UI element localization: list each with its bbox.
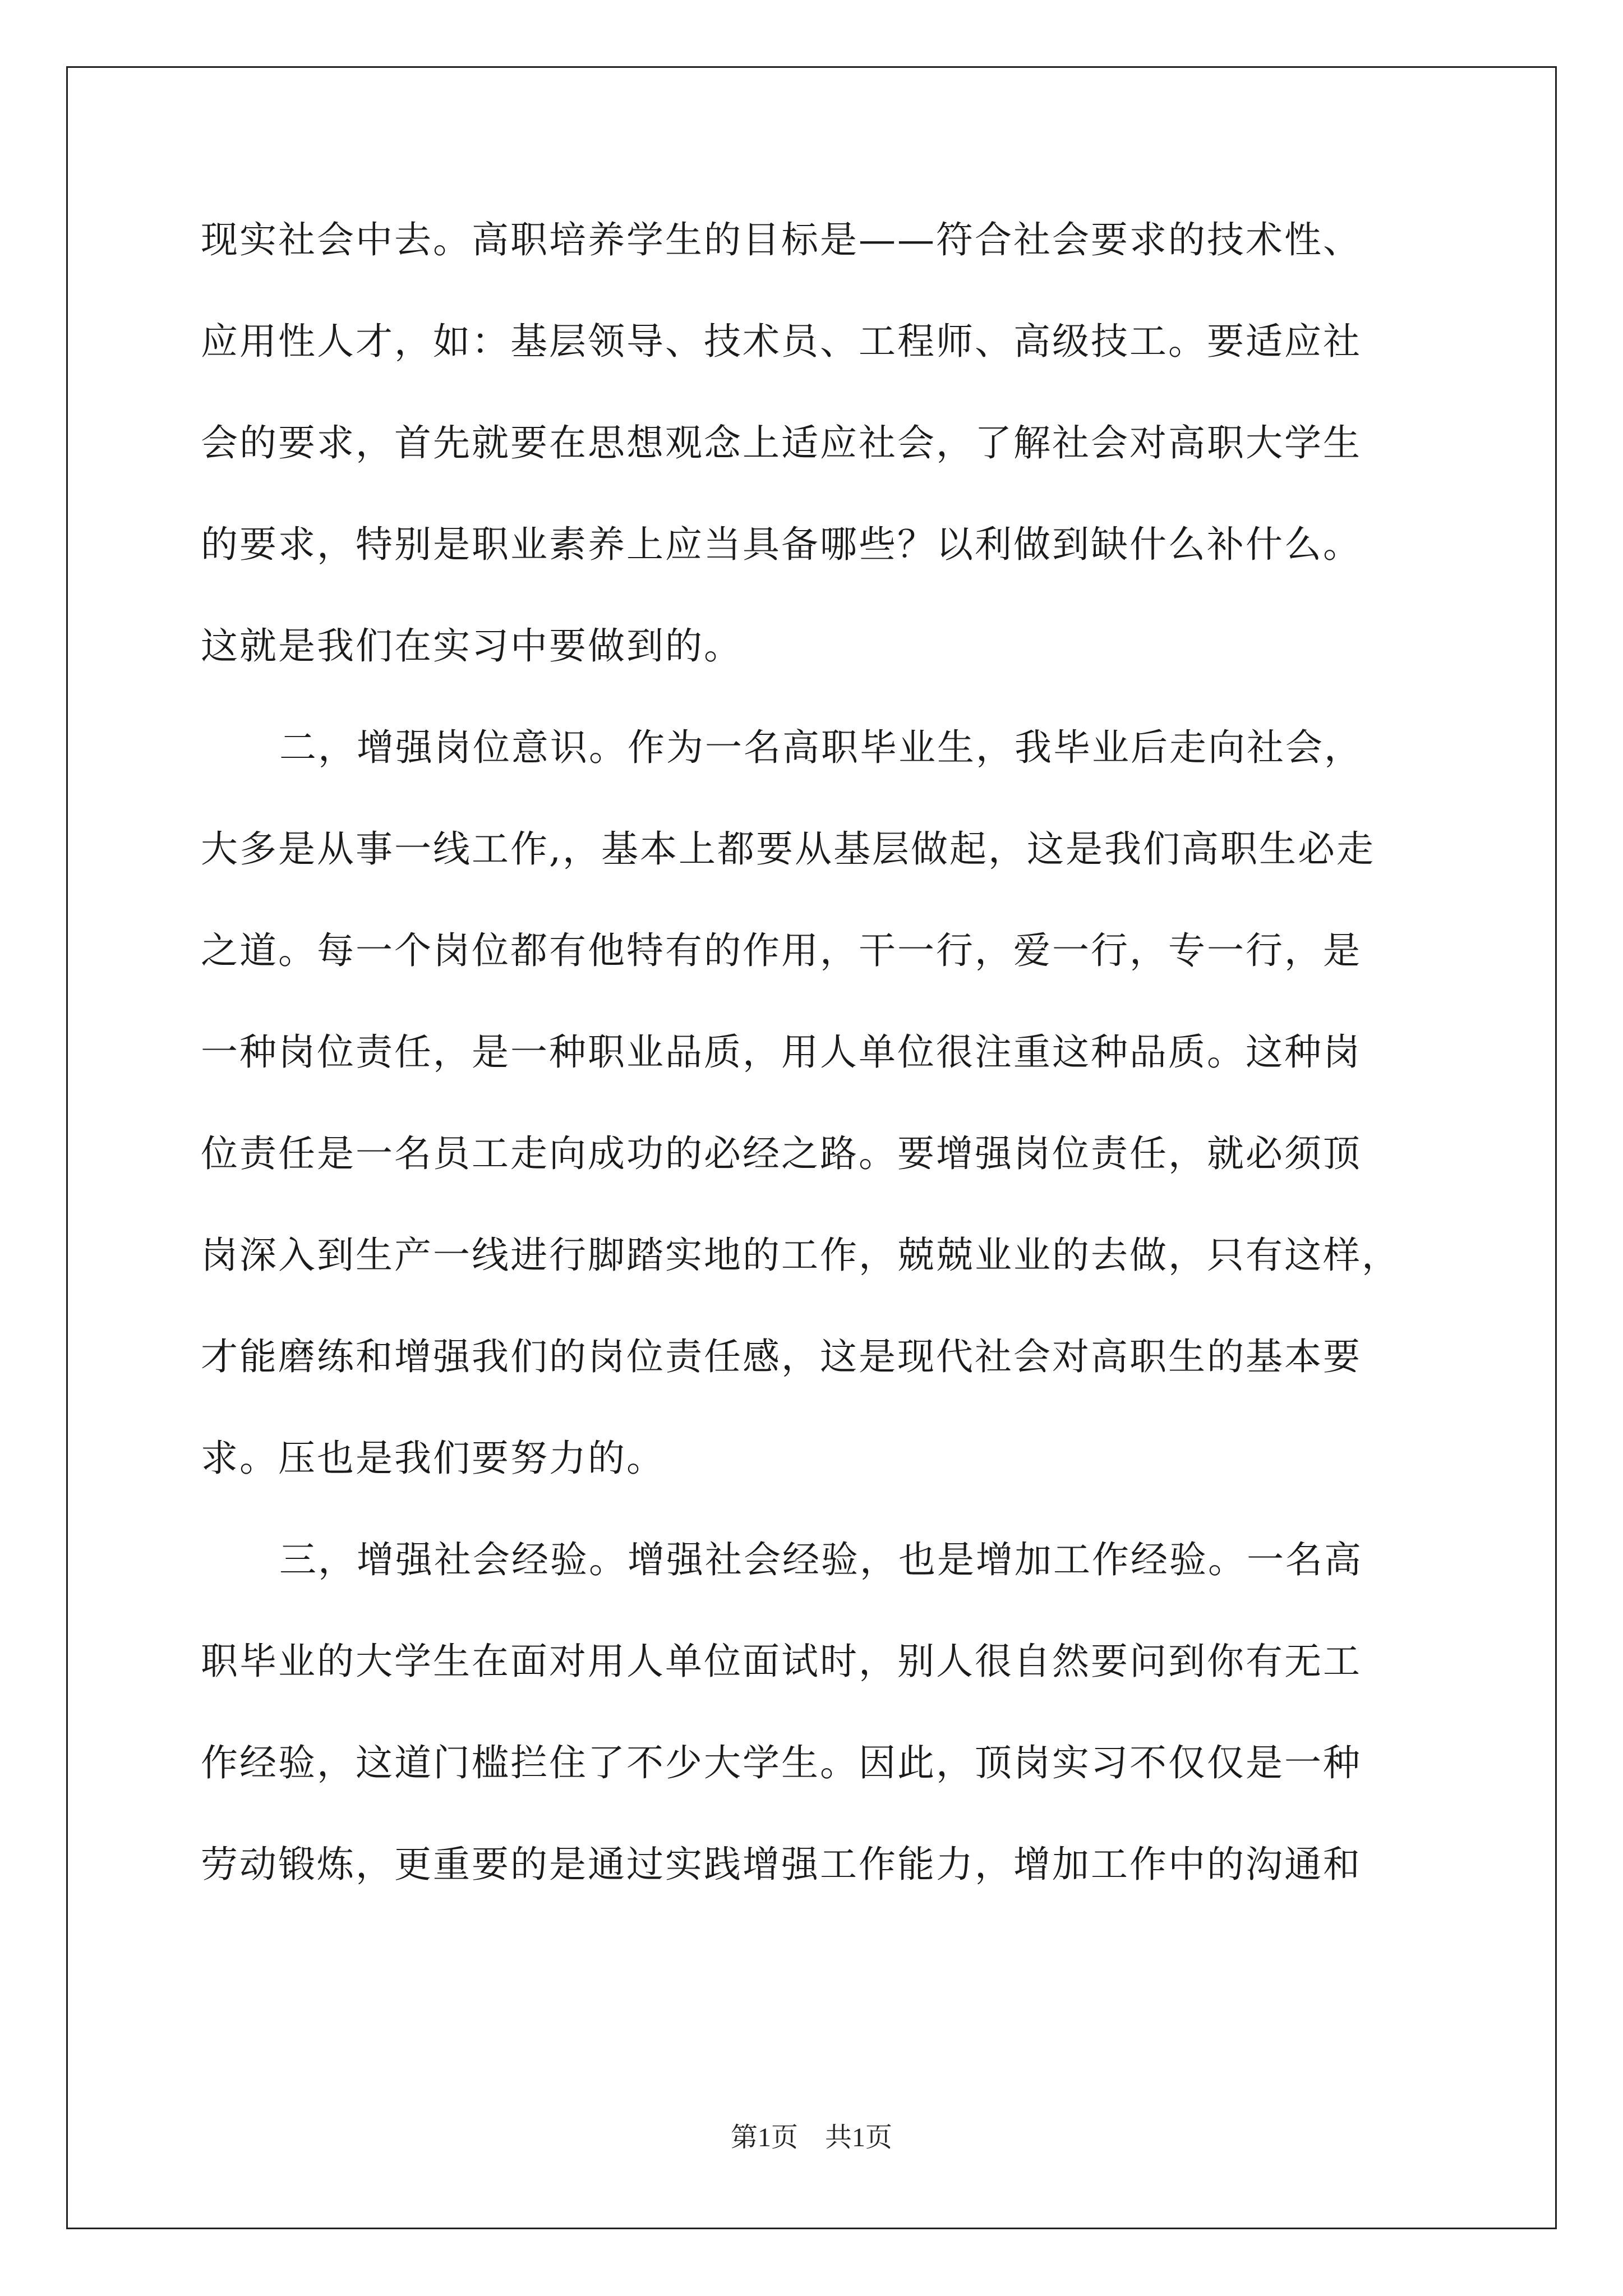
paragraph-start-line: 二，增强岗位意识。作为一名高职毕业生，我毕业后走向社会， [279,726,1363,769]
text-line: 的要求，特别是职业素养上应当具备哪些？以利做到缺什么补什么。 [201,523,1362,566]
text-line: 会的要求，首先就要在思想观念上适应社会，了解社会对高职大学生 [201,421,1362,464]
text-line: 现实社会中去。高职培养学生的目标是——符合社会要求的技术性、 [201,218,1362,261]
text-line: 大多是从事一线工作,，基本上都要从基层做起，这是我们高职生必走 [201,827,1375,871]
text-line: 岗深入到生产一线进行脚踏实地的工作，兢兢业业的去做，只有这样， [201,1234,1400,1277]
text-line: 求。压也是我们要努力的。 [201,1437,665,1480]
paragraph-start-line: 三，增强社会经验。增强社会经验，也是增加工作经验。一名高 [279,1538,1363,1581]
text-line: 才能磨练和增强我们的岗位责任感，这是现代社会对高职生的基本要 [201,1335,1362,1378]
page-total: 共1页 [825,2123,893,2152]
text-line: 一种岗位责任，是一种职业品质，用人单位很注重这种品质。这种岗 [201,1030,1362,1074]
text-line: 职毕业的大学生在面对用人单位面试时，别人很自然要问到你有无工 [201,1640,1362,1683]
document-body [201,212,1435,1938]
page-footer [0,2115,1623,2154]
text-line: 劳动锻炼，更重要的是通过实践增强工作能力，增加工作中的沟通和 [201,1843,1362,1886]
text-line: 作经验，这道门槛拦住了不少大学生。因此，顶岗实习不仅仅是一种 [201,1741,1362,1784]
text-line: 应用性人才，如：基层领导、技术员、工程师、高级技工。要适应社 [201,320,1362,363]
text-line: 之道。每一个岗位都有他特有的作用，干一行，爱一行，专一行，是 [201,929,1362,972]
page-number: 第1页 [730,2123,798,2152]
text-line: 位责任是一名员工走向成功的必经之路。要增强岗位责任，就必须顶 [201,1132,1362,1175]
text-line: 这就是我们在实习中要做到的。 [201,624,743,668]
